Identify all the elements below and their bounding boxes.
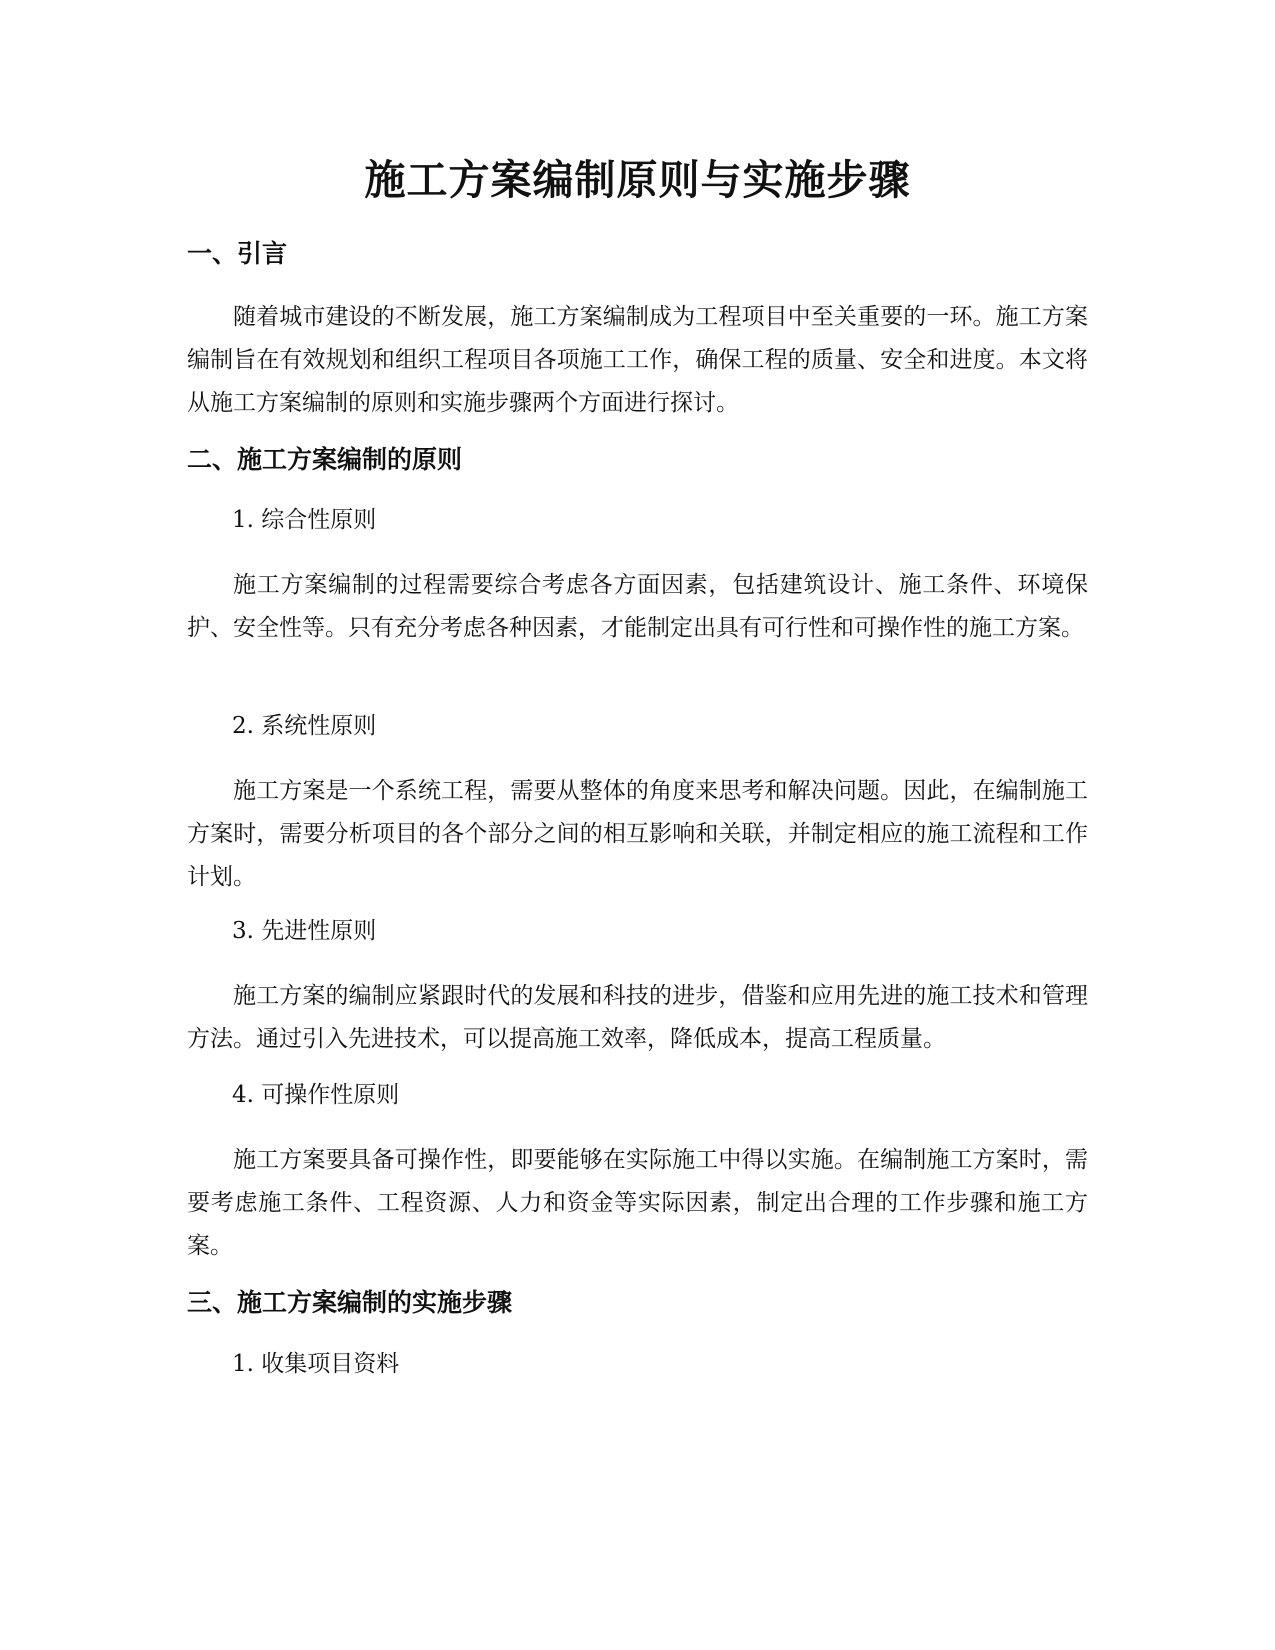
principle-1-paragraph: 施工方案编制的过程需要综合考虑各方面因素，包括建筑设计、施工条件、环境保护、安全性等。只有充分考虑各种因素，才能制定出具有可行性和可操作性的施工方案。 — [187, 572, 1088, 641]
section-heading-principles: 二、施工方案编制的原则 — [187, 445, 463, 474]
step-1-label: 1. 收集项目资料 — [232, 1351, 400, 1377]
document-title: 施工方案编制原则与实施步骤 — [364, 156, 911, 204]
section-heading-steps: 三、施工方案编制的实施步骤 — [187, 1288, 513, 1317]
principle-1-label: 1. 综合性原则 — [232, 507, 377, 533]
principle-3-paragraph: 施工方案的编制应紧跟时代的发展和科技的进步，借鉴和应用先进的施工技术和管理方法。通过引入先进技术，可以提高施工效率，降低成本，提高工程质量。 — [187, 983, 1088, 1052]
principle-2-paragraph: 施工方案是一个系统工程，需要从整体的角度来思考和解决问题。因此，在编制施工方案时，需要分析项目的各个部分之间的相互影响和关联，并制定相应的施工流程和工作计划。 — [187, 778, 1088, 890]
section-heading-introduction: 一、引言 — [187, 239, 288, 268]
principle-3-label: 3. 先进性原则 — [232, 918, 377, 944]
principle-4-paragraph: 施工方案要具备可操作性，即要能够在实际施工中得以实施。在编制施工方案时，需要考虑施工条件、工程资源、人力和资金等实际因素，制定出合理的工作步骤和施工方案。 — [187, 1147, 1088, 1259]
principle-4-label: 4. 可操作性原则 — [232, 1082, 400, 1108]
introduction-paragraph: 随着城市建设的不断发展，施工方案编制成为工程项目中至关重要的一环。施工方案编制旨在有效规划和组织工程项目各项施工工作，确保工程的质量、安全和进度。本文将从施工方案编制的原则和实施步骤两个方面进行探讨。 — [187, 304, 1088, 416]
principle-2-label: 2. 系统性原则 — [232, 713, 377, 739]
